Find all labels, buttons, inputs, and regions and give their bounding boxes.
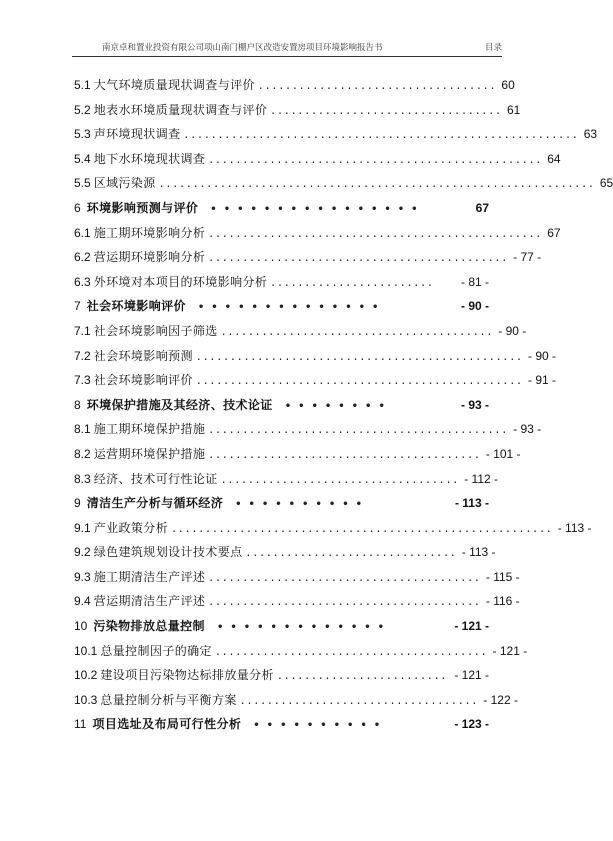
toc-page-number: - 113 - xyxy=(557,520,592,535)
toc-entry-number: 10.1 xyxy=(74,643,98,658)
toc-leader-dots: ................................... xyxy=(240,692,480,707)
toc-page-number: - 113 - xyxy=(461,545,496,560)
header-document-title: 南京卓和置业投资有限公司项山南门棚户区改造安置房项目环境影响报告书 xyxy=(102,43,383,53)
toc-entry-number: 5.4 xyxy=(74,151,91,166)
toc-entry-title: 大气环境质量现状调查与评价 xyxy=(93,78,255,92)
toc-leader-dots: ............................................ xyxy=(209,422,510,437)
toc-section-entry[interactable] xyxy=(74,592,520,617)
toc-entry-number: 8.1 xyxy=(74,422,91,437)
toc-entry-title: 产业政策分析 xyxy=(93,520,169,535)
toc-entry-number: 6.2 xyxy=(74,250,91,265)
toc-leader-dots: .......................................................... xyxy=(184,127,580,142)
toc-entry-number: 5.2 xyxy=(74,102,91,117)
toc-leader-dots: ............................... xyxy=(246,545,458,560)
toc-page-number: - 90 - xyxy=(527,348,556,363)
toc-entry-number: 8.3 xyxy=(74,471,91,486)
toc-entry-number: 5.3 xyxy=(74,127,91,142)
toc-leader-dots: ................................................ xyxy=(196,348,524,363)
toc-entry-title: 总量控制因子的确定 xyxy=(100,643,212,658)
toc-entry-number: 9.2 xyxy=(74,545,91,560)
toc-entry-number: 7.2 xyxy=(74,348,91,363)
toc-page-number: - 77 - xyxy=(513,250,542,265)
toc-page-number: 63 xyxy=(583,127,598,142)
toc-entry-number: 5.1 xyxy=(74,78,91,92)
toc-leader-dots: ................................................. xyxy=(209,225,544,240)
toc-leader-dots: •••••••••••••••• xyxy=(210,203,425,215)
toc-entry-title: 社会环境影响评价 xyxy=(86,299,186,314)
toc-page-number: - 121 - xyxy=(492,643,528,658)
toc-entry-number: 10.3 xyxy=(74,692,98,707)
toc-section-entry[interactable] xyxy=(74,420,542,445)
toc-entry-title: 社会环境影响评价 xyxy=(93,373,193,388)
toc-leader-dots: .................................. xyxy=(271,102,503,117)
toc-chapter-entry[interactable] xyxy=(74,396,489,421)
toc-section-entry[interactable] xyxy=(74,125,598,150)
toc-section-entry[interactable] xyxy=(74,224,561,249)
toc-entry-title: 总量控制分析与平衡方案 xyxy=(100,692,237,707)
toc-chapter-entry[interactable] xyxy=(74,715,489,740)
toc-page-number: 61 xyxy=(507,102,521,117)
toc-entry-title: 清洁生产分析与循环经济 xyxy=(86,496,224,511)
toc-page-number: - 112 - xyxy=(464,471,499,486)
toc-entry-number: 9.3 xyxy=(74,569,91,584)
toc-entry-title: 施工期环境保护措施 xyxy=(93,422,206,437)
toc-entry-number: 5.5 xyxy=(74,176,91,191)
toc-page-number: 67 xyxy=(547,225,561,240)
toc-page-number: 64 xyxy=(547,151,561,166)
toc-leader-dots: •••••••••• xyxy=(235,499,370,511)
toc-entry-number: 10 xyxy=(74,619,88,634)
toc-section-entry[interactable] xyxy=(74,174,613,199)
toc-leader-dots: ............................................ xyxy=(209,250,510,265)
table-of-contents xyxy=(74,76,613,740)
toc-page-number: - 116 - xyxy=(485,594,520,609)
toc-page-number: 60 xyxy=(501,78,515,92)
toc-entry-number: 6.1 xyxy=(74,225,91,240)
toc-entry-title: 社会环境影响预测 xyxy=(93,348,193,363)
toc-entry-number: 9 xyxy=(74,496,81,511)
toc-page-number: - 93 - xyxy=(513,422,542,437)
toc-entry-number: 6.3 xyxy=(74,274,91,289)
toc-leader-dots: ................................... xyxy=(221,471,461,486)
toc-section-entry[interactable] xyxy=(74,347,556,372)
toc-section-entry[interactable] xyxy=(74,642,528,667)
toc-entry-title: 污染物排放总量控制 xyxy=(93,619,205,634)
toc-chapter-entry[interactable] xyxy=(74,494,489,519)
toc-entry-title: 营运期环境影响分析 xyxy=(93,250,206,265)
toc-leader-dots: ................................................ xyxy=(196,373,524,388)
toc-entry-title: 运营期环境保护措施 xyxy=(93,446,206,461)
toc-entry-title: 环境保护措施及其经济、技术论证 xyxy=(86,397,273,412)
toc-entry-number: 7 xyxy=(74,299,81,314)
toc-entry-number: 7.1 xyxy=(74,323,91,338)
toc-section-entry[interactable] xyxy=(74,273,489,298)
toc-section-entry[interactable] xyxy=(74,666,489,691)
toc-leader-dots: ........................................ xyxy=(209,569,482,584)
toc-page-number: - 121 - xyxy=(454,619,489,634)
toc-leader-dots: ........................ xyxy=(271,274,435,289)
toc-entry-title: 社会环境影响因子筛选 xyxy=(93,323,218,338)
toc-chapter-entry[interactable] xyxy=(74,617,489,642)
page-header xyxy=(72,38,502,57)
toc-section-entry[interactable] xyxy=(74,445,521,470)
toc-leader-dots: •••••••••••••• xyxy=(197,302,386,314)
toc-page-number: - 113 - xyxy=(454,496,489,511)
toc-leader-dots: ........................................ xyxy=(215,643,489,658)
toc-entry-title: 施工期清洁生产评述 xyxy=(93,569,206,584)
toc-entry-title: 外环境对本项目的环境影响分析 xyxy=(93,274,268,289)
toc-section-entry[interactable] xyxy=(74,691,518,716)
toc-entry-title: 声环境现状调查 xyxy=(93,127,181,142)
toc-leader-dots: ........................................................ xyxy=(172,520,554,535)
toc-section-entry[interactable] xyxy=(74,322,527,347)
toc-leader-dots: •••••••••• xyxy=(253,720,388,732)
toc-section-entry[interactable] xyxy=(74,371,556,396)
toc-entry-title: 绿色建筑规划设计技术要点 xyxy=(93,545,243,560)
toc-leader-dots: ................................................. xyxy=(209,151,544,166)
toc-section-entry[interactable] xyxy=(74,101,521,126)
toc-entry-title: 项目选址及布局可行性分析 xyxy=(92,717,242,732)
toc-entry-title: 区域污染源 xyxy=(93,176,156,191)
toc-entry-title: 施工期环境影响分析 xyxy=(93,225,206,240)
toc-page-number: - 122 - xyxy=(483,692,518,707)
toc-leader-dots: ........................................ xyxy=(209,446,482,461)
toc-leader-dots: ........................................ xyxy=(221,323,495,338)
toc-page-number: - 121 - xyxy=(454,668,489,683)
toc-section-entry[interactable] xyxy=(74,568,520,593)
toc-entry-title: 营运期清洁生产评述 xyxy=(93,594,206,609)
toc-page-number: - 91 - xyxy=(527,373,556,388)
toc-entry-number: 6 xyxy=(74,200,81,215)
toc-entry-number: 10.2 xyxy=(74,668,98,683)
toc-leader-dots: •••••••• xyxy=(284,400,392,412)
toc-entry-number: 8 xyxy=(74,397,81,412)
toc-entry-number: 8.2 xyxy=(74,446,91,461)
toc-entry-title: 经济、技术可行性论证 xyxy=(93,471,218,486)
toc-section-entry[interactable] xyxy=(74,150,561,175)
toc-page-number: 65 xyxy=(599,176,613,191)
toc-page-number: - 123 - xyxy=(454,717,489,732)
toc-section-entry[interactable] xyxy=(74,76,515,101)
toc-entry-title: 地下水环境现状调查 xyxy=(93,151,206,166)
toc-section-entry[interactable] xyxy=(74,519,592,544)
toc-entry-number: 9.1 xyxy=(74,520,91,535)
toc-leader-dots: ........................................ xyxy=(209,594,482,609)
toc-entry-title: 环境影响预测与评价 xyxy=(86,200,199,215)
toc-leader-dots: ................................................................ xyxy=(159,176,596,191)
toc-section-entry[interactable] xyxy=(74,543,496,568)
toc-leader-dots: ......................... xyxy=(277,668,449,683)
toc-leader-dots: ................................... xyxy=(258,78,498,92)
toc-entry-number: 7.3 xyxy=(74,373,91,388)
toc-page-number: - 90 - xyxy=(498,323,527,338)
toc-section-entry[interactable] xyxy=(74,248,542,273)
toc-page-number: 67 xyxy=(475,200,489,215)
toc-leader-dots: ••••••••••••• xyxy=(216,622,392,634)
toc-entry-title: 建设项目污染物达标排放量分析 xyxy=(100,668,274,683)
toc-entry-title: 地表水环境质量现状调查与评价 xyxy=(93,102,268,117)
toc-page-number: - 81 - xyxy=(460,274,489,289)
toc-page-number: - 115 - xyxy=(485,569,520,584)
toc-page-number: - 90 - xyxy=(460,299,489,314)
header-section-label: 目录 xyxy=(484,43,502,53)
toc-entry-number: 11 xyxy=(74,717,87,732)
toc-page-number: - 101 - xyxy=(485,446,521,461)
toc-entry-number: 9.4 xyxy=(74,594,91,609)
toc-chapter-entry[interactable] xyxy=(74,199,489,224)
toc-section-entry[interactable] xyxy=(74,470,499,495)
toc-chapter-entry[interactable] xyxy=(74,297,489,322)
toc-page-number: - 93 - xyxy=(460,397,489,412)
